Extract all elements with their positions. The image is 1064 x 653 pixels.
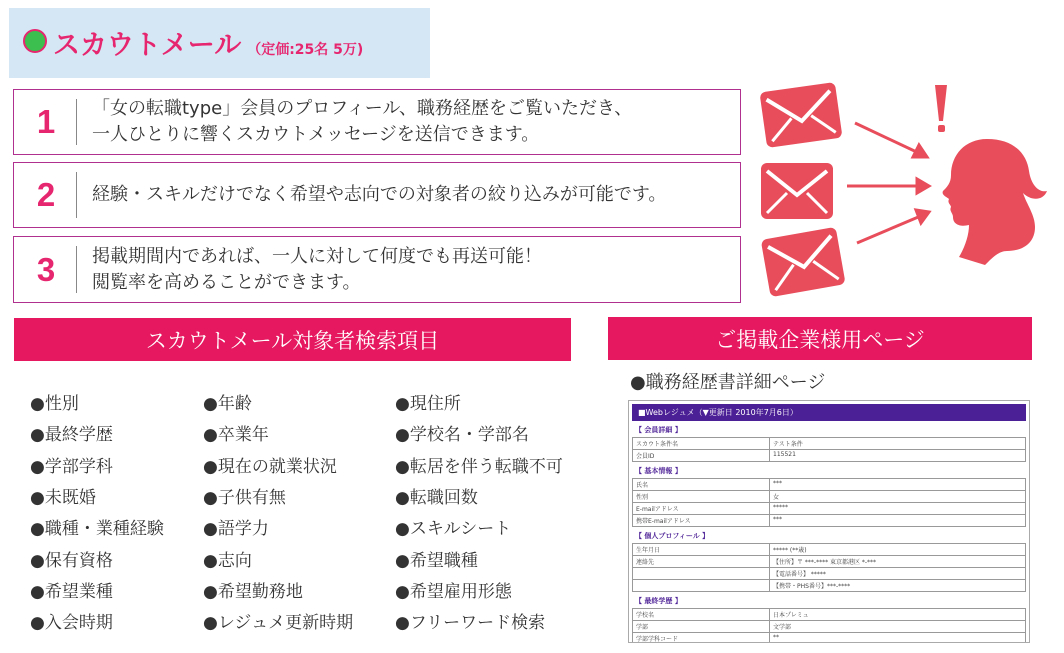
search-item: ●希望業種 bbox=[30, 581, 113, 602]
resume-key: 学校名 bbox=[633, 609, 770, 620]
feature-number: 3 bbox=[36, 250, 56, 288]
woman-silhouette-icon bbox=[943, 139, 1047, 265]
resume-row bbox=[632, 515, 1026, 527]
search-item: ●卒業年 bbox=[203, 425, 269, 446]
green-circle-icon bbox=[23, 29, 47, 53]
search-item: ●希望職種 bbox=[395, 550, 478, 571]
envelope-icon bbox=[761, 227, 846, 297]
feature-line: 経験・スキルだけでなく希望や志向での対象者の絞り込みが可能です。 bbox=[92, 184, 667, 205]
search-item: ●子供有無 bbox=[203, 487, 286, 508]
resume-section-title: 【 会員詳細 】 bbox=[635, 426, 682, 434]
page-title bbox=[53, 23, 363, 62]
search-item: ●レジュメ更新時期 bbox=[203, 613, 354, 634]
resume-key: 学部 bbox=[633, 621, 770, 632]
search-item: ●年齢 bbox=[203, 394, 252, 414]
resume-key: 会員ID bbox=[633, 450, 770, 461]
company-page-header: ご掲載企業様用ページ bbox=[608, 317, 1032, 360]
divider bbox=[76, 99, 77, 145]
resume-section-title: 【 基本情報 】 bbox=[635, 467, 682, 475]
search-item: ●希望雇用形態 bbox=[395, 581, 512, 602]
resume-value: *** bbox=[773, 516, 782, 523]
search-item: ●転職回数 bbox=[395, 487, 478, 508]
resume-preview bbox=[628, 400, 1030, 643]
resume-header: ■Webレジュメ（▼更新日 2010年7月6日） bbox=[632, 404, 1026, 421]
resume-key bbox=[633, 568, 770, 579]
search-item: ●フリーワード検索 bbox=[395, 613, 546, 634]
resume-value: 女 bbox=[773, 494, 780, 501]
title-text: スカウトメール bbox=[53, 30, 242, 61]
feature-line: 閲覧率を高めることができます。 bbox=[92, 271, 361, 293]
resume-value: テスト条件 bbox=[773, 441, 803, 448]
search-item: ●現住所 bbox=[395, 394, 461, 414]
resume-value: 【携帯・PHS番号】***-**** bbox=[773, 583, 851, 590]
resume-value: *** bbox=[773, 480, 782, 487]
resume-row bbox=[632, 633, 1026, 643]
resume-key: 氏名 bbox=[633, 479, 770, 490]
resume-section-title: 【 個人プロフィール 】 bbox=[635, 532, 710, 540]
resume-row bbox=[632, 580, 1026, 592]
resume-body bbox=[629, 425, 1029, 643]
search-item: ●スキルシート bbox=[395, 519, 512, 540]
feature-text bbox=[92, 90, 734, 154]
resume-key bbox=[633, 580, 770, 591]
search-items-header: スカウトメール対象者検索項目 bbox=[14, 318, 571, 361]
resume-value: ***** bbox=[773, 504, 788, 511]
price-text: （定価:25名 5万) bbox=[247, 42, 364, 58]
resume-row bbox=[632, 543, 1026, 556]
resume-key: 学部学科コード bbox=[633, 633, 770, 643]
search-item: ●転居を伴う転職不可 bbox=[395, 456, 563, 477]
resume-page-label: ●職務経歴書詳細ページ bbox=[630, 372, 826, 393]
feature-line: 掲載期間内であれば、一人に対して何度でも再送可能！ bbox=[92, 245, 542, 267]
resume-row bbox=[632, 556, 1026, 568]
resume-key: E-mailアドレス bbox=[633, 503, 770, 514]
feature-box-3 bbox=[13, 236, 741, 303]
resume-value: 日本プレミュ bbox=[773, 612, 809, 619]
divider bbox=[76, 172, 77, 218]
feature-text bbox=[92, 237, 734, 302]
resume-value: 【住所】〒 ***-**** 東京都港区 *-*** bbox=[773, 559, 877, 566]
search-item: ●語学力 bbox=[203, 519, 269, 540]
resume-row bbox=[632, 621, 1026, 633]
resume-key: 携帯E-mailアドレス bbox=[633, 515, 770, 526]
scout-illustration bbox=[755, 75, 1055, 310]
search-item: ●学部学科 bbox=[30, 456, 113, 477]
search-item: ●希望勤務地 bbox=[203, 581, 303, 602]
feature-text bbox=[92, 163, 734, 227]
resume-row bbox=[632, 608, 1026, 621]
resume-row bbox=[632, 491, 1026, 503]
search-item: ●入会時期 bbox=[30, 613, 113, 634]
envelope-icon bbox=[759, 82, 842, 148]
exclamation-icon bbox=[935, 85, 947, 132]
feature-number: 2 bbox=[36, 176, 56, 213]
resume-value: 【電話番号】 ***** bbox=[773, 571, 826, 578]
resume-value: ***** (**歳) bbox=[773, 547, 807, 554]
resume-row bbox=[632, 503, 1026, 515]
resume-row bbox=[632, 478, 1026, 491]
resume-key: 生年月日 bbox=[633, 544, 770, 555]
resume-value: 115521 bbox=[773, 451, 796, 458]
search-item: ●最終学歴 bbox=[30, 425, 113, 446]
resume-key: 連絡先 bbox=[633, 556, 770, 567]
resume-value: 文学部 bbox=[773, 624, 792, 631]
search-item: ●現在の就業状況 bbox=[203, 456, 337, 477]
search-item: ●学校名・学部名 bbox=[395, 425, 529, 446]
search-item: ●志向 bbox=[203, 550, 252, 571]
feature-box-1 bbox=[13, 89, 741, 155]
envelope-icon bbox=[761, 163, 833, 219]
search-item: ●性別 bbox=[30, 394, 79, 414]
divider bbox=[76, 246, 77, 293]
search-item: ●未既婚 bbox=[30, 487, 96, 508]
resume-row bbox=[632, 437, 1026, 450]
resume-key: 性別 bbox=[633, 491, 770, 502]
feature-number: 1 bbox=[36, 103, 56, 140]
search-item: ●保有資格 bbox=[30, 550, 113, 571]
feature-box-2 bbox=[13, 162, 741, 228]
feature-line: 「女の転職type」会員のプロフィール、職務経歴をご覧いただき、 bbox=[92, 98, 633, 119]
search-item: ●職種・業種経験 bbox=[30, 519, 164, 540]
resume-row bbox=[632, 568, 1026, 580]
resume-key: スカウト条件名 bbox=[633, 438, 770, 449]
resume-row bbox=[632, 450, 1026, 462]
resume-section-title: 【 最終学歴 】 bbox=[635, 597, 682, 605]
feature-line: 一人ひとりに響くスカウトメッセージを送信できます。 bbox=[92, 124, 540, 145]
resume-value: ** bbox=[773, 634, 779, 641]
arrow-icon bbox=[847, 123, 929, 243]
